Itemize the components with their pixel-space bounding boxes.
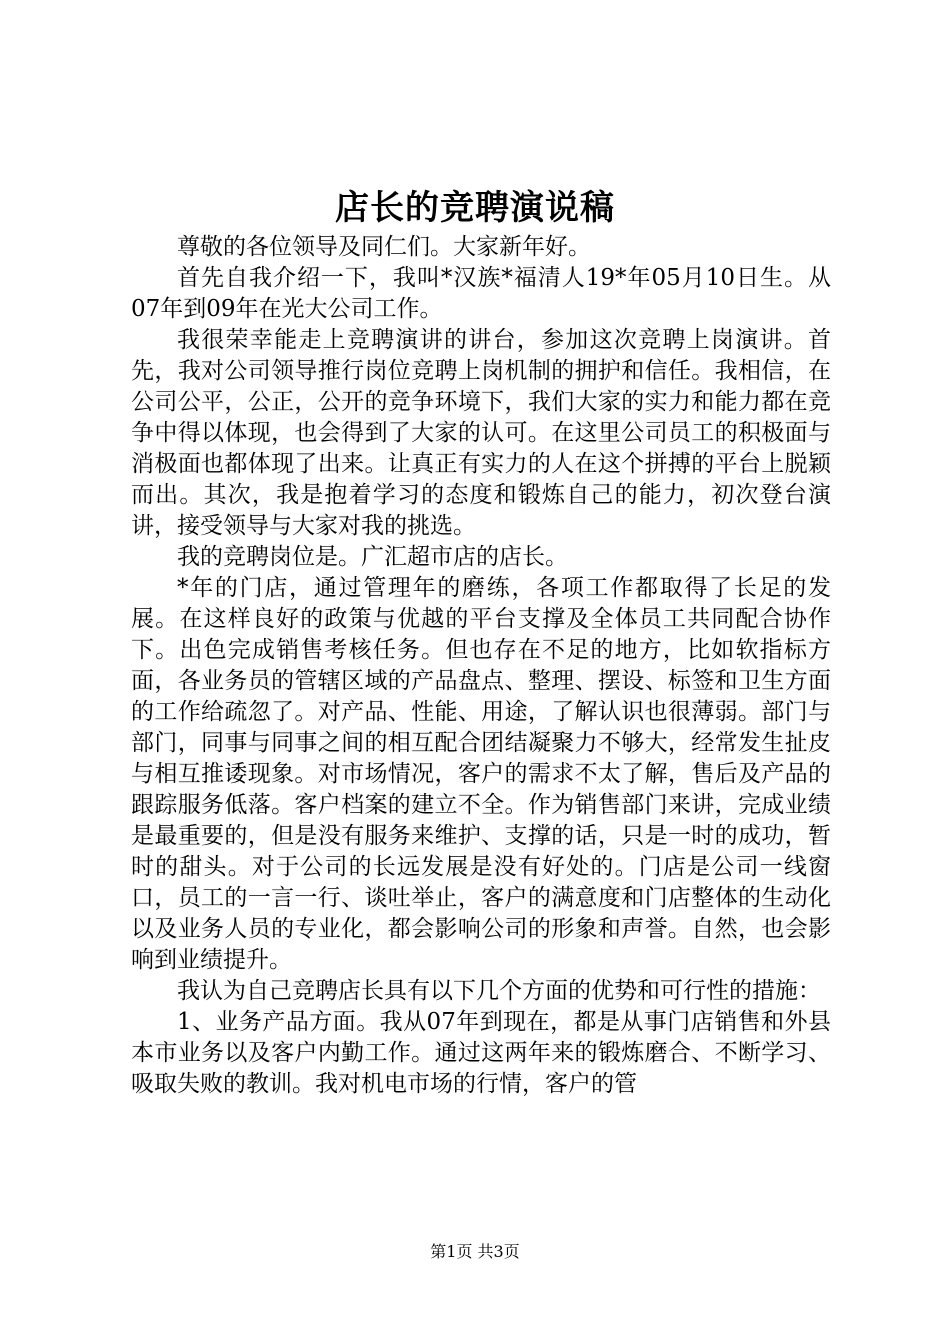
document-body xyxy=(131,232,831,1100)
paragraph-store-review: *年的门店，通过管理年的磨练，各项工作都取得了长足的发展。在这样良好的政策与优越的平台支撑及全体员工共同配合协作下。出色完成销售考核任务。但也存在不足的地方，比如软指标方面，各业务员的管辖区域的产品盘点、整理、摆设、标签和卫生方面的工作给疏忽了。对产品、性能、用途，了解认识也很薄弱。部门与部门，同事与同事之间的相互配合团结凝聚力不够大，经常发生扯皮与相互推诿现象。对市场情况，客户的需求不太了解，售后及产品的跟踪服务低落。客户档案的建立不全。作为销售部门来讲，完成业绩是最重要的，但是没有服务来维护、支撑的话，只是一时的成功，暂时的甜头。对于公司的长远发展是没有好处的。门店是公司一线窗口，员工的一言一行、谈吐举止，客户的满意度和门店整体的生动化以及业务人员的专业化，都会影响公司的形象和声誉。自然，也会影响到业绩提升。 xyxy=(131,575,831,973)
paragraph-position: 我的竞聘岗位是。广汇超市店的店长。 xyxy=(177,544,568,570)
document-title: 店长的竞聘演说稿 xyxy=(335,188,615,228)
paragraph-advantages-intro: 我认为自己竞聘店长具有以下几个方面的优势和可行性的措施： xyxy=(177,978,821,1004)
paragraph-item-1: 1、业务产品方面。我从07年到现在，都是从事门店销售和外县本市业务以及客户内勤工作。通过这两年来的锻炼磨合、不断学习、吸取失败的教训。我对机电市场的行情，客户的管 xyxy=(131,1009,831,1097)
paragraph-introduction: 首先自我介绍一下，我叫*汉族*福清人19*年05月10日生。从07年到09年在光大公司工作。 xyxy=(131,265,831,322)
paragraph-greeting: 尊敬的各位领导及同仁们。大家新年好。 xyxy=(177,234,591,260)
paragraph-motivation: 我很荣幸能走上竞聘演讲的讲台，参加这次竞聘上岗演讲。首先，我对公司领导推行岗位竞聘上岗机制的拥护和信任。我相信，在公司公平，公正，公开的竞争环境下，我们大家的实力和能力都在竞争中得以体现，也会得到了大家的认可。在这里公司员工的积极面与消极面也都体现了出来。让真正有实力的人在这个拼搏的平台上脱颖而出。其次，我是抱着学习的态度和锻炼自己的能力，初次登台演讲，接受领导与大家对我的挑选。 xyxy=(131,327,831,539)
page-number: 第1页 共3页 xyxy=(430,1242,520,1261)
